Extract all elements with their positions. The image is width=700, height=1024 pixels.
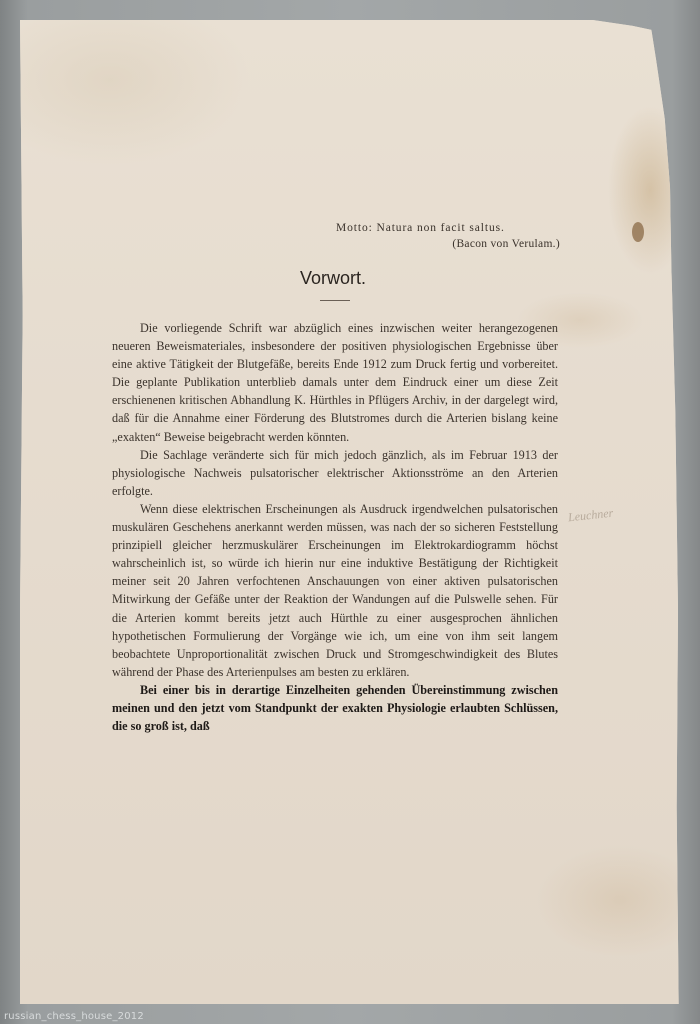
paragraph-4: Bei einer bis in derartige Einzelheiten gehenden Übereinstimmung zwischen meinen und den jetzt vom Standpunkt der exakten Physiologie erlaubten Schlüssen, die so groß ist, daß bbox=[112, 682, 558, 734]
pencil-annotation: Leuchner bbox=[567, 505, 614, 525]
motto-attribution: (Bacon von Verulam.) bbox=[452, 238, 560, 250]
title-divider bbox=[320, 300, 350, 301]
paragraph-1: Die vorliegende Schrift war abzüglich eines inzwischen weiter herangezogenen neueren Beweismateriales, insbesondere der positiven physiologischen Ergebnisse über eine aktive Tätigkeit der Blutgefäße, bereits Ende 1912 zum Druck fertig und vorbereitet. Die geplante Publikation unterblieb damals unter dem Eindruck einer um diese Zeit erschienenen kritischen Abhandlung K. Hürthles in Pflügers Archiv, in der dargelegt wird, daß für die Annahme einer Förderung des Blutstromes durch die Arterien bislang keine „exakten“ Beweise beigebracht werden könnten. bbox=[112, 321, 558, 444]
paragraph-2: Die Sachlage veränderte sich für mich jedoch gänzlich, als im Februar 1913 der physiologische Nachweis pulsatorischer elektrischer Aktionsströme an den Arterien erfolgte. bbox=[112, 447, 558, 498]
paragraph-3: Wenn diese elektrischen Erscheinungen als Ausdruck irgendwelchen pulsatorischen muskulären Geschehens anerkannt werden müssen, was nach der so sicheren Feststellung prinzipiell gleicher herzmuskulärer Erscheinungen im Elektrokardiogramm höchst wahrscheinlich ist, so würde ich hierin nur eine induktive Bestätigung der Richtigkeit meiner seit 20 Jahren verfochtenen Anschauungen von einer aktiven pulsatorischen Mitwirkung der Gefäße unter der Reaktion der Wandungen auf die Pulswelle sehen. Für die Arterien kommt bereits jetzt auch Hürthle zu einer ausgesprochen ähnlichen hypothetischen Formulierung der Vorgänge wie ich, um eine von ihm seit langem beobachtete Unproportionalität zwischen Druck und Stromgeschwindigkeit des Blutes während der Phase des Arterienpulses am besten zu erklären. bbox=[112, 501, 558, 679]
page-stain bbox=[632, 222, 644, 242]
watermark: russian_chess_house_2012 bbox=[4, 1011, 144, 1022]
body-text bbox=[112, 319, 558, 735]
motto-text: Motto: Natura non facit saltus. bbox=[336, 222, 505, 234]
motto bbox=[336, 220, 560, 252]
page-title: Vorwort. bbox=[299, 268, 367, 288]
